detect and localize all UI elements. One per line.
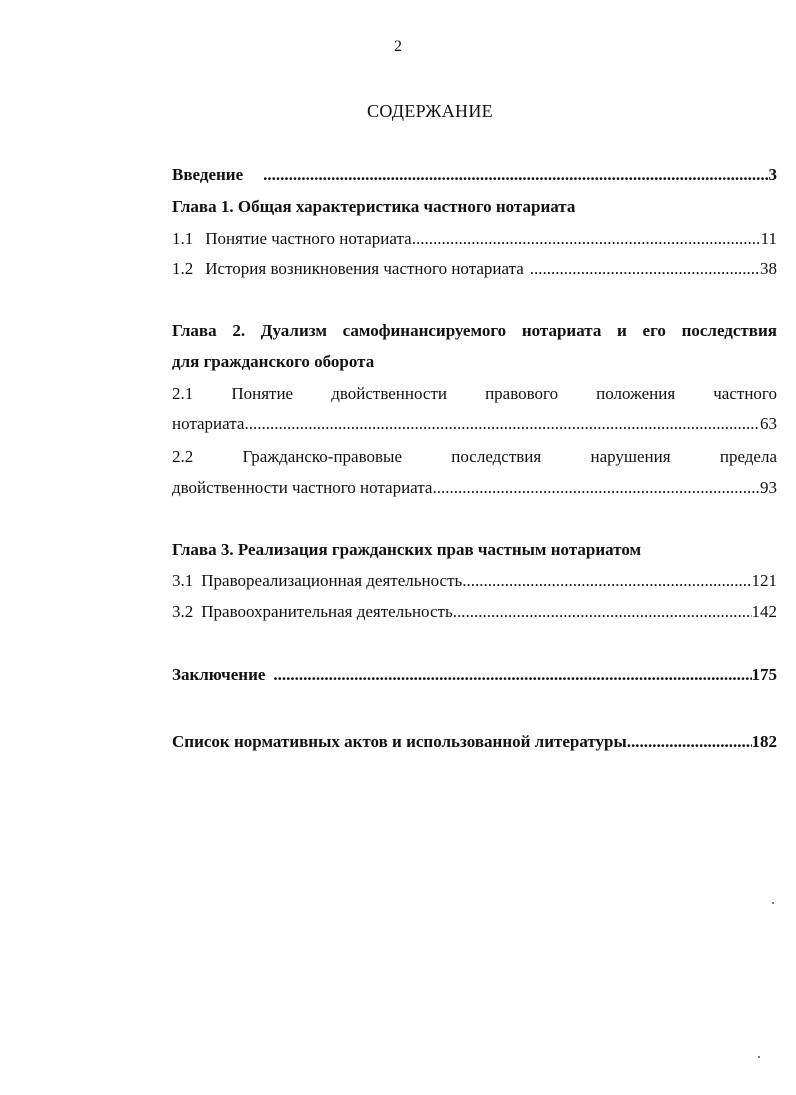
toc-page: 63 (760, 414, 777, 433)
chapter-title-word: его (642, 321, 666, 340)
toc-word: последствия (451, 447, 542, 466)
chapter-title-word: 2. (232, 321, 246, 340)
toc-entry-3-1 (172, 570, 777, 592)
toc-leader (263, 164, 768, 186)
toc-num: 1.1 (172, 229, 194, 248)
toc-num: 3.2 (172, 602, 194, 621)
chapter-title-word: Глава (172, 321, 217, 340)
toc-chapter-3 (172, 539, 777, 561)
toc-entry-2-2-line1 (172, 446, 777, 468)
scan-speck (772, 902, 774, 904)
chapter-title-word: Дуализм (260, 321, 327, 340)
chapter-title-word: нотариата (521, 321, 602, 340)
toc-leader (462, 570, 751, 592)
toc-label: нотариата (172, 414, 245, 433)
toc-chapter-2-line2 (172, 351, 777, 373)
toc-chapter-2-line1 (172, 320, 777, 342)
toc-word: двойственности (331, 384, 447, 403)
toc-leader (627, 731, 752, 753)
toc-entry-2-1-line2 (172, 413, 777, 435)
toc-word: правового (485, 384, 559, 403)
toc-label: Список нормативных актов и использованной литературы (172, 732, 627, 751)
chapter-title-word: самофинансируемого (342, 321, 507, 340)
toc-page: 11 (760, 229, 777, 248)
chapter-title: Глава 1. Общая характеристика частного нотариата (172, 197, 576, 216)
toc-leader (412, 228, 761, 250)
toc-label: История возникновения частного нотариата (205, 259, 524, 278)
toc-page: 182 (751, 732, 777, 751)
toc-label: Правоохранительная деятельность (201, 602, 453, 621)
toc-chapter-1 (172, 196, 777, 218)
chapter-title-word: и (617, 321, 627, 340)
chapter-title-word: последствия (681, 321, 777, 340)
toc-page: 93 (760, 478, 777, 497)
toc-word: Гражданско-правовые (242, 447, 403, 466)
toc-entry-intro (172, 164, 777, 186)
toc-label: Введение (172, 165, 244, 184)
toc-entry-3-2 (172, 601, 777, 623)
toc-leader (453, 601, 752, 623)
toc-page: 142 (751, 602, 777, 621)
toc-word: предела (719, 447, 777, 466)
toc-entry-1-2 (172, 258, 777, 280)
toc-entry-2-2-line2 (172, 477, 777, 499)
toc-num: 3.1 (172, 571, 194, 590)
chapter-title: Глава 3. Реализация гражданских прав частным нотариатом (172, 540, 642, 559)
toc-page: 175 (751, 665, 777, 684)
toc-word: положения (596, 384, 676, 403)
toc-word: частного (713, 384, 777, 403)
toc-entry-conclusion (172, 664, 777, 686)
toc-entry-1-1 (172, 228, 777, 250)
toc-num: 1.2 (172, 259, 194, 278)
toc-leader (530, 258, 760, 280)
toc-page: 3 (768, 165, 777, 184)
toc-label: Понятие частного нотариата (205, 229, 412, 248)
toc-num: 2.1 (172, 384, 194, 403)
toc-page: 38 (760, 259, 777, 278)
toc-num: 2.2 (172, 447, 194, 466)
toc-leader (273, 664, 751, 686)
toc-label: Заключение (172, 665, 266, 684)
page-number: 2 (394, 38, 402, 55)
page-title: СОДЕРЖАНИЕ (367, 101, 493, 121)
toc-page: 121 (751, 571, 777, 590)
toc-leader (432, 477, 760, 499)
toc-label: двойственности частного нотариата (172, 478, 433, 497)
scan-speck (758, 1056, 760, 1058)
toc-leader (244, 413, 760, 435)
toc-word: нарушения (590, 447, 671, 466)
chapter-title: для гражданского оборота (172, 352, 375, 371)
toc-label: Правореализационная деятельность (201, 571, 463, 590)
toc-word: Понятие (231, 384, 294, 403)
toc-entry-bibliography (172, 731, 777, 753)
toc-entry-2-1-line1 (172, 383, 777, 405)
